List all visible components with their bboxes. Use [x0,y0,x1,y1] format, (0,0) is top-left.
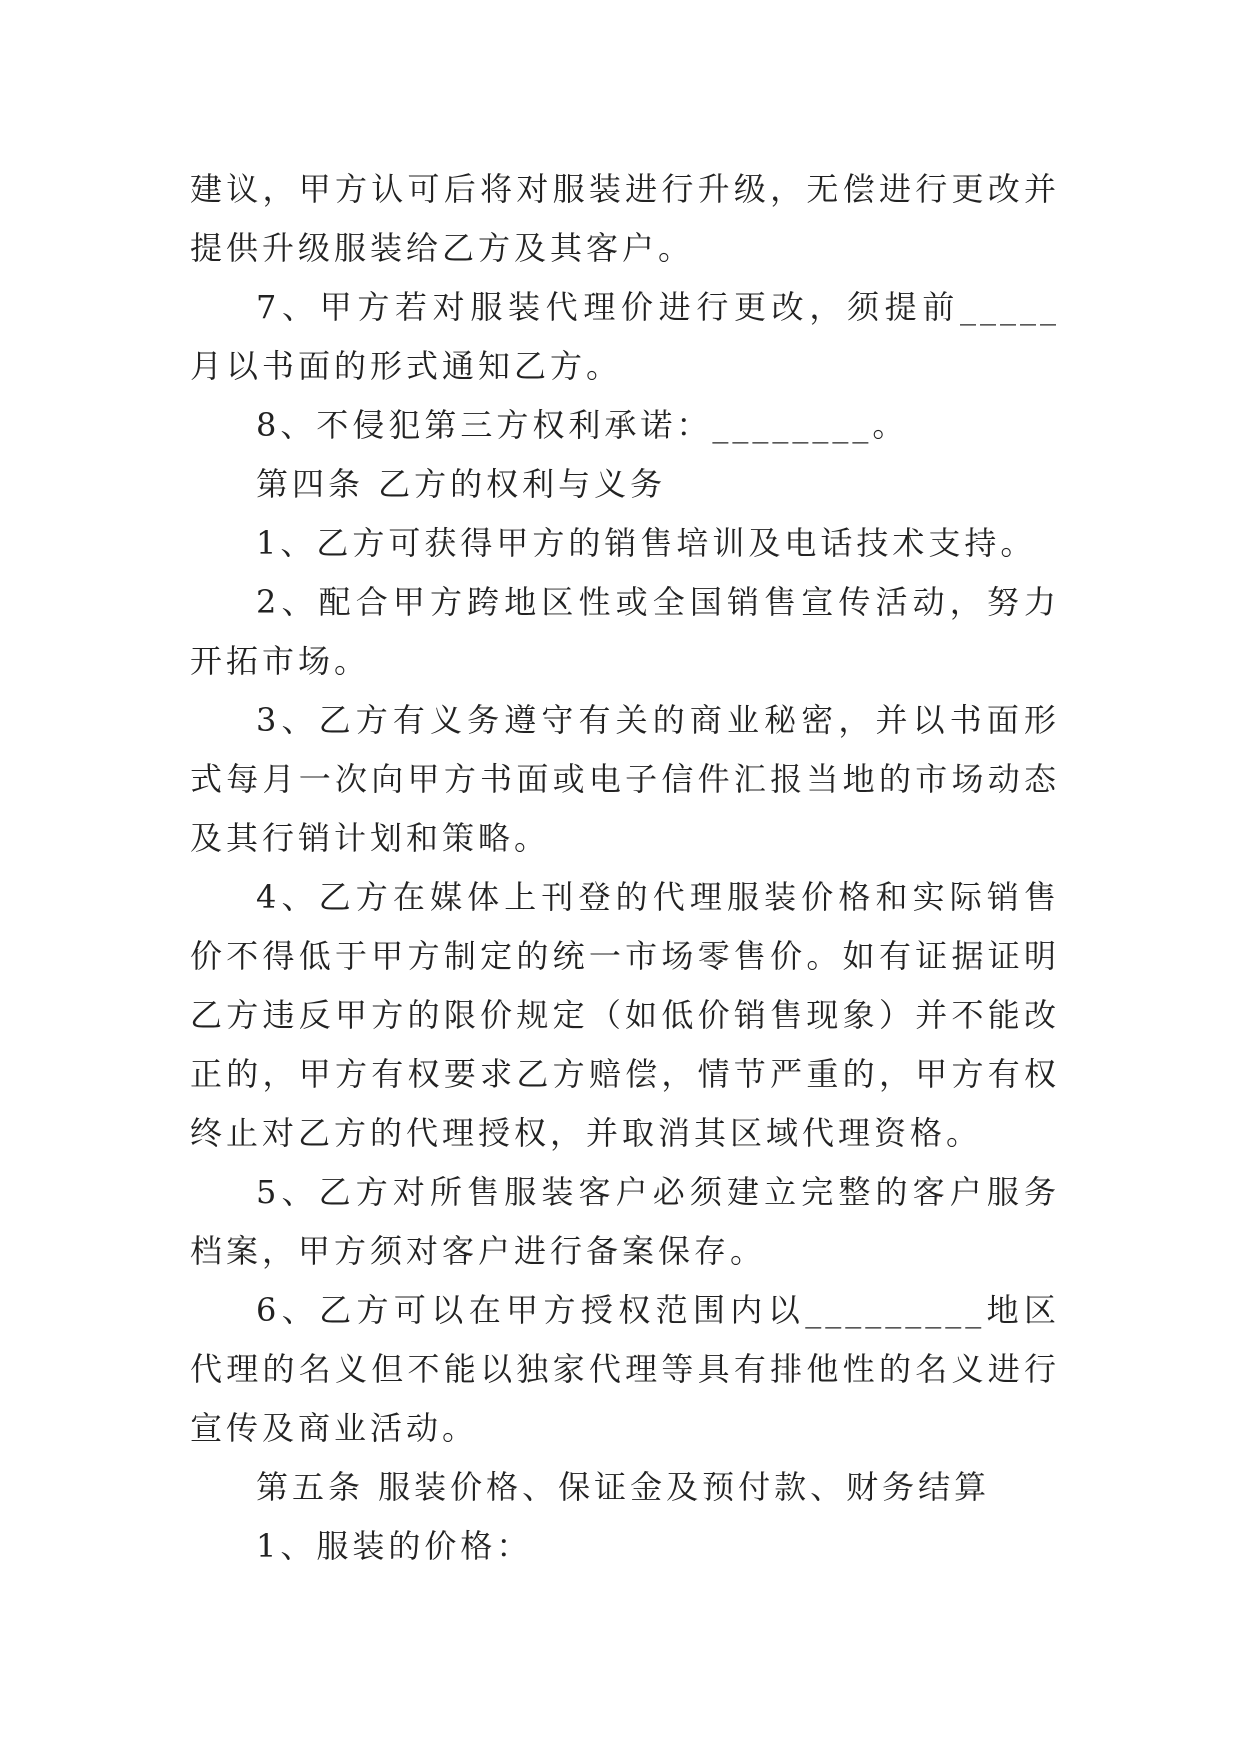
paragraph-continuation: 建议，甲方认可后将对服装进行升级，无偿进行更改并提供升级服装给乙方及其客户。 [190,170,1060,267]
article-4-heading: 第四条 乙方的权利与义务 [256,465,667,503]
clause-4-4: 4、乙方在媒体上刊登的代理服装价格和实际销售价不得低于甲方制定的统一市场零售价。如有证据证明乙方违反甲方的限价规定（如低价销售现象）并不能改正的，甲方有权要求乙方赔偿，情节严重的，甲方有权终止对乙方的代理授权，并取消其区域代理资格。 [190,878,1060,1152]
clause-4-2: 2、配合甲方跨地区性或全国销售宣传活动，努力开拓市场。 [190,583,1060,680]
clause-5-1: 1、服装的价格： [256,1527,533,1565]
clause-4-5: 5、乙方对所售服装客户必须建立完整的客户服务档案，甲方须对客户进行备案保存。 [190,1173,1060,1270]
clause-3-7: 7、甲方若对服装代理价进行更改，须提前_____月以书面的形式通知乙方。 [190,288,1060,385]
clause-4-1: 1、乙方可获得甲方的销售培训及电话技术支持。 [256,524,1037,562]
clause-4-3: 3、乙方有义务遵守有关的商业秘密，并以书面形式每月一次向甲方书面或电子信件汇报当地的市场动态及其行销计划和策略。 [190,701,1060,857]
clause-4-6: 6、乙方可以在甲方授权范围内以_________地区代理的名义但不能以独家代理等具有排他性的名义进行宣传及商业活动。 [190,1291,1060,1447]
clause-3-8: 8、不侵犯第三方权利承诺：________。 [256,406,909,444]
document-body [190,160,1060,1576]
article-5-heading: 第五条 服装价格、保证金及预付款、财务结算 [256,1468,991,1506]
